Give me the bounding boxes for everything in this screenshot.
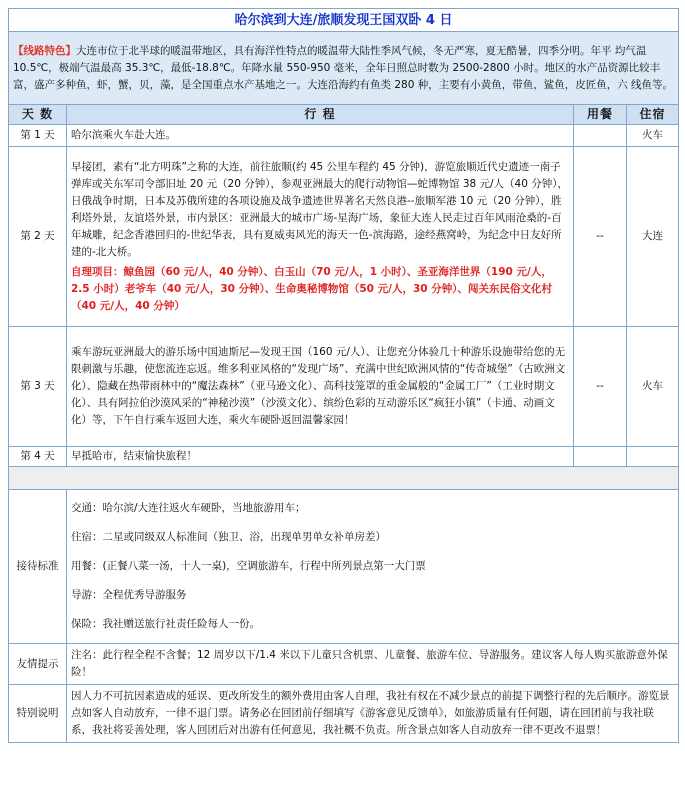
day-text: 早抵哈市，结束愉快旅程！ — [67, 447, 574, 467]
feature-tag: 【线路特色】 — [13, 44, 76, 57]
day-meal — [574, 125, 627, 147]
reception-row — [9, 490, 679, 644]
reception-insurance: 保险：我社赠送旅行社责任险每人一份。 — [71, 618, 260, 630]
day-text: 哈尔滨乘火车赴大连。 — [67, 125, 574, 147]
header-stay: 住宿 — [627, 105, 679, 125]
special-row — [9, 685, 679, 743]
header-day: 天 数 — [9, 105, 67, 125]
itinerary-table — [8, 8, 679, 743]
header-itinerary: 行 程 — [67, 105, 574, 125]
table-row — [9, 327, 679, 447]
notice-label: 友情提示 — [9, 644, 67, 685]
day-stay: 大连 — [627, 147, 679, 327]
day-stay — [627, 447, 679, 467]
self-pay-label: 自理项目： — [71, 265, 124, 278]
day-meal: -- — [574, 147, 627, 327]
day-label: 第 1 天 — [9, 125, 67, 147]
reception-meals: 用餐：(正餐八菜一汤，十人一桌)，空调旅游车，行程中所列景点第一大门票 — [71, 560, 426, 572]
reception-lodging: 住宿：二星或同级双人标准间（独卫、浴，出现单男单女补单房差） — [71, 531, 386, 543]
reception-guide: 导游：全程优秀导游服务 — [71, 589, 187, 601]
day-stay: 火车 — [627, 327, 679, 447]
table-row — [9, 125, 679, 147]
special-label: 特别说明 — [9, 685, 67, 743]
table-header — [9, 105, 679, 125]
day-meal: -- — [574, 327, 627, 447]
day-text: 乘车游玩亚洲最大的游乐场中国迪斯尼—发现王国（160 元/人）、让您充分体验几十种游乐设施带给您的无限刺激与乐趣，使您流连忘返。维多利亚风格的“发现广场”、充满中世纪欧洲风情的“传奇城堡”（古欧洲文化）、隐藏在热带雨林中的“魔法森林”（亚马逊文化）、高科技笼罩的重金属般的“金属工厂”（工业时期文化）、具有阿拉伯沙漠风采的“神秘沙漠”（沙漠文化）、缤纷色彩的互动游乐区“疯狂小镇”（卡通、动画文化）等，下午自行乘车返回大连，乘火车硬卧返回温馨家园！ — [67, 327, 574, 447]
reception-label: 接待标准 — [9, 490, 67, 644]
day-label: 第 3 天 — [9, 327, 67, 447]
route-feature — [9, 32, 679, 105]
table-row — [9, 447, 679, 467]
day-meal — [574, 447, 627, 467]
day-stay: 火车 — [627, 125, 679, 147]
page-title: 哈尔滨到大连/旅顺发现王国双卧 4 日 — [9, 9, 679, 32]
self-pay-items: 鲸鱼园（60 元/人，40 分钟）、白玉山（70 元/人，1 小时）、圣亚海洋世界（190 元/人，2.5 小时）老爷车（40 元/人，30 分钟）、生命奥秘博物馆（50 元/人，30 分钟）、闯关东民俗文化村（40 元/人，40 分钟） — [71, 265, 552, 312]
header-meal: 用餐 — [574, 105, 627, 125]
day-text: 早接团，素有“北方明珠”之称的大连，前往旅顺(约 45 公里车程约 45 分钟)，游览旅顺近代史遗迹一南子弹库或关东军司令部旧址 20 元（20 分钟），参观亚洲最大的爬行动物馆—蛇博物馆 38 元/人（40 分钟），日俄战争时期，日本及苏俄所建的各项设施及战争遗迹世界著名天然良港--旅顺军港 10 元（20 分钟），胜利塔外景，友谊塔外景，市内景区：亚洲最大的城市广场-星海广场，象征大连人民走过百年风雨沧桑的-百年城雕，纪念香港回归的-世纪华表，具有夏威夷风光的海天一色-滨海路，途经燕窝岭，为纪念中日友好所建的-北大桥。 — [71, 160, 569, 258]
reception-transport: 交通：哈尔滨/大连往返火车硬卧，当地旅游用车； — [71, 502, 306, 514]
blank-row — [9, 467, 679, 490]
feature-text: 大连市位于北半球的暖温带地区，具有海洋性特点的暖温带大陆性季风气候，冬无严寒，夏无酷暑，四季分明。年平 均气温 10.5℃，极端气温最高 35.3℃，最低-18.8℃。年降水量 550-950 毫米，全年日照总时数为 2500-2800 小时。地区的水产品资源比较丰富，盛产多种鱼，虾，蟹，贝，藻，是全国重点水产基地之一。大连沿海约有鱼类 280 种，主要有小黄鱼，带鱼，鲨鱼，皮匠鱼，六 线鱼等。 — [13, 44, 674, 91]
notice-row — [9, 644, 679, 685]
table-row — [9, 147, 679, 327]
notice-text: 注名：此行程全程不含餐；12 周岁以下/1.4 米以下儿童只含机票、儿童餐、旅游车位、导游服务。建议客人每人购买旅游意外保险！ — [67, 644, 679, 685]
special-text: 因人力不可抗因素造成的延误、更改所发生的额外费用由客人自理，我社有权在不减少景点的前提下调整行程的先后顺序。游览景点如客人自动放弃，一律不退门票。请务必在回团前仔细填写《游客意见反馈单》，如旅游质量有任何题，请在回团前与我社联系，我社将妥善处理，客人回团后对出游有任何意见，我社概不负责。所含景点如客人自动放弃一律不更改不退票！ — [67, 685, 679, 743]
day-label: 第 4 天 — [9, 447, 67, 467]
day-label: 第 2 天 — [9, 147, 67, 327]
